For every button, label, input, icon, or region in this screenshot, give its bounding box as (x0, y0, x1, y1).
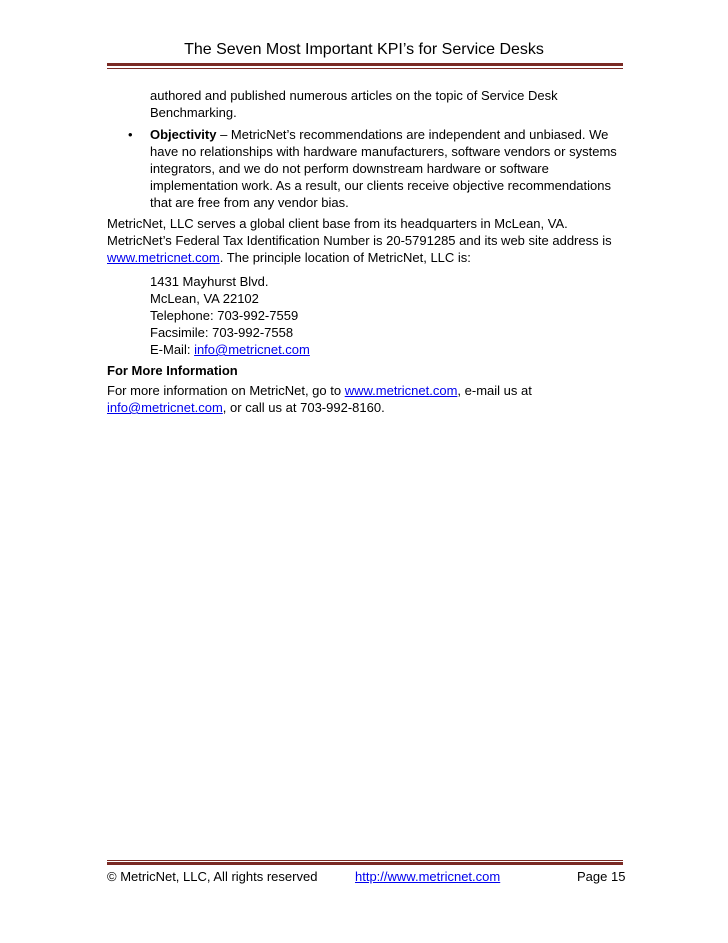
paragraph-line (107, 249, 471, 266)
more-info-line (107, 399, 385, 416)
website-link[interactable]: www.metricnet.com (344, 383, 458, 398)
bullet-icon: • (128, 127, 133, 142)
address-city: McLean, VA 22102 (150, 291, 259, 306)
section-heading: For More Information (107, 363, 238, 378)
objectivity-text: – MetricNet’s recommendations are independent and unbiased. We (216, 127, 609, 142)
continued-line: authored and published numerous articles on the topic of Service Desk (150, 88, 558, 103)
website-link[interactable]: www.metricnet.com (107, 250, 220, 265)
objectivity-label: Objectivity (150, 127, 217, 142)
footer-rule-thin (107, 860, 623, 861)
page-header-title: The Seven Most Important KPI’s for Service Desks (184, 41, 544, 58)
continued-line: Benchmarking. (150, 105, 237, 120)
footer-copyright: © MetricNet, LLC, All rights reserved (107, 869, 318, 884)
address-email-line (150, 341, 310, 358)
paragraph-text: . The principle location of MetricNet, LLC is: (219, 250, 471, 265)
objectivity-line: implementation work. As a result, our clients receive objective recommendations (150, 178, 611, 193)
paragraph-line: MetricNet, LLC serves a global client base from its headquarters in McLean, VA. (107, 216, 568, 231)
email-link[interactable]: info@metricnet.com (107, 400, 223, 415)
objectivity-line (150, 126, 608, 143)
email-link[interactable]: info@metricnet.com (194, 342, 310, 357)
email-label: E-Mail: (150, 342, 195, 357)
footer-page-number: Page 15 (577, 869, 626, 884)
paragraph-line: MetricNet’s Federal Tax Identification Number is 20-5791285 and its web site address is (107, 233, 612, 248)
footer-rule-thick (107, 862, 623, 865)
more-info-text: , e-mail us at (457, 383, 532, 398)
address-street: 1431 Mayhurst Blvd. (150, 274, 269, 289)
header-rule-thick (107, 63, 623, 66)
more-info-text: , or call us at 703-992-8160. (222, 400, 385, 415)
address-fax: Facsimile: 703-992-7558 (150, 325, 294, 340)
objectivity-line: integrators, and we do not perform downstream hardware or software (150, 161, 549, 176)
header-rule-thin (107, 68, 623, 69)
more-info-text: For more information on MetricNet, go to (107, 383, 345, 398)
objectivity-line: have no relationships with hardware manufacturers, software vendors or systems (150, 144, 617, 159)
more-info-line (107, 382, 532, 399)
objectivity-line: that are free from any vendor bias. (150, 195, 349, 210)
address-telephone: Telephone: 703-992-7559 (150, 308, 299, 323)
footer-url-link[interactable]: http://www.metricnet.com (355, 869, 501, 884)
